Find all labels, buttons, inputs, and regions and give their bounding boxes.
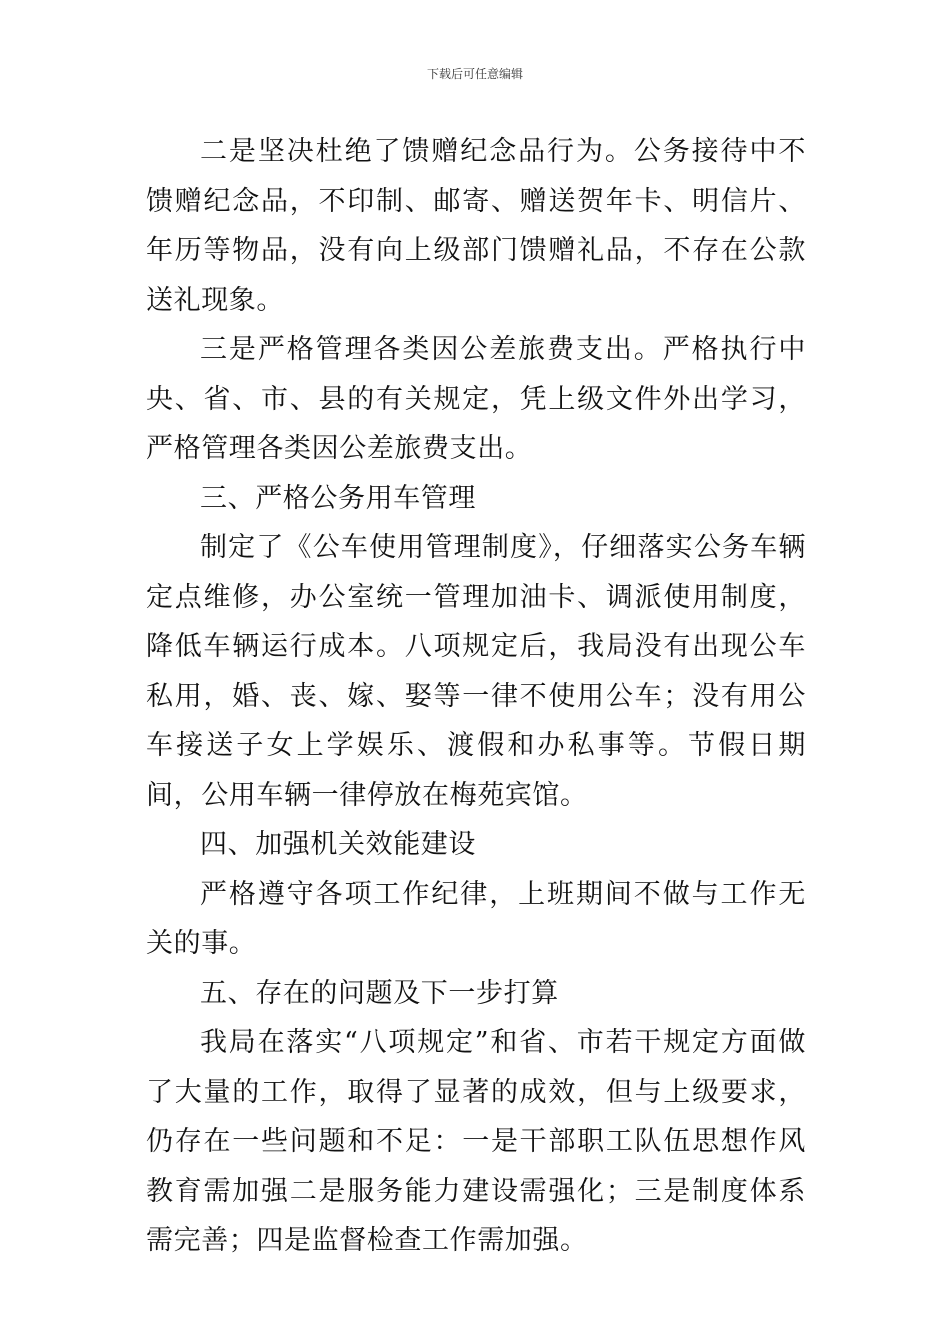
- paragraph-vehicles: 制定了《公车使用管理制度》，仔细落实公务车辆定点维修，办公室统一管理加油卡、调派使用制度，降低车辆运行成本。八项规定后，我局没有出现公车私用，婚、丧、嫁、娶等一律不使用公车；没有用公车接送子女上学娱乐、渡假和办私事等。节假日期间，公用车辆一律停放在梅苑宾馆。: [146, 532, 806, 811]
- paragraph-problems: 我局在落实“八项规定”和省、市若干规定方面做了大量的工作，取得了显著的成效，但与上级要求，仍存在一些问题和不足：一是干部职工队伍思想作风教育需加强二是服务能力建设需强化；三是制度体系需完善；四是监督检查工作需加强。: [146, 1027, 806, 1256]
- paragraph-efficiency: 严格遵守各项工作纪律，上班期间不做与工作无关的事。: [146, 878, 806, 959]
- page-header: 下载后可任意编辑: [426, 67, 523, 81]
- paragraph-gifts: 二是坚决杜绝了馈赠纪念品行为。公务接待中不馈赠纪念品，不印制、邮寄、赠送贺年卡、明信片、年历等物品，没有向上级部门馈赠礼品，不存在公款送礼现象。: [146, 136, 806, 316]
- paragraph-travel-expenses: 三是严格管理各类因公差旅费支出。严格执行中央、省、市、县的有关规定，凭上级文件外出学习，严格管理各类因公差旅费支出。: [146, 334, 806, 464]
- section-heading-problems: 五、存在的问题及下一步打算: [200, 977, 559, 1009]
- section-heading-efficiency: 四、加强机关效能建设: [200, 829, 476, 860]
- section-heading-vehicles: 三、严格公务用车管理: [200, 482, 476, 514]
- document-body: [146, 127, 806, 1266]
